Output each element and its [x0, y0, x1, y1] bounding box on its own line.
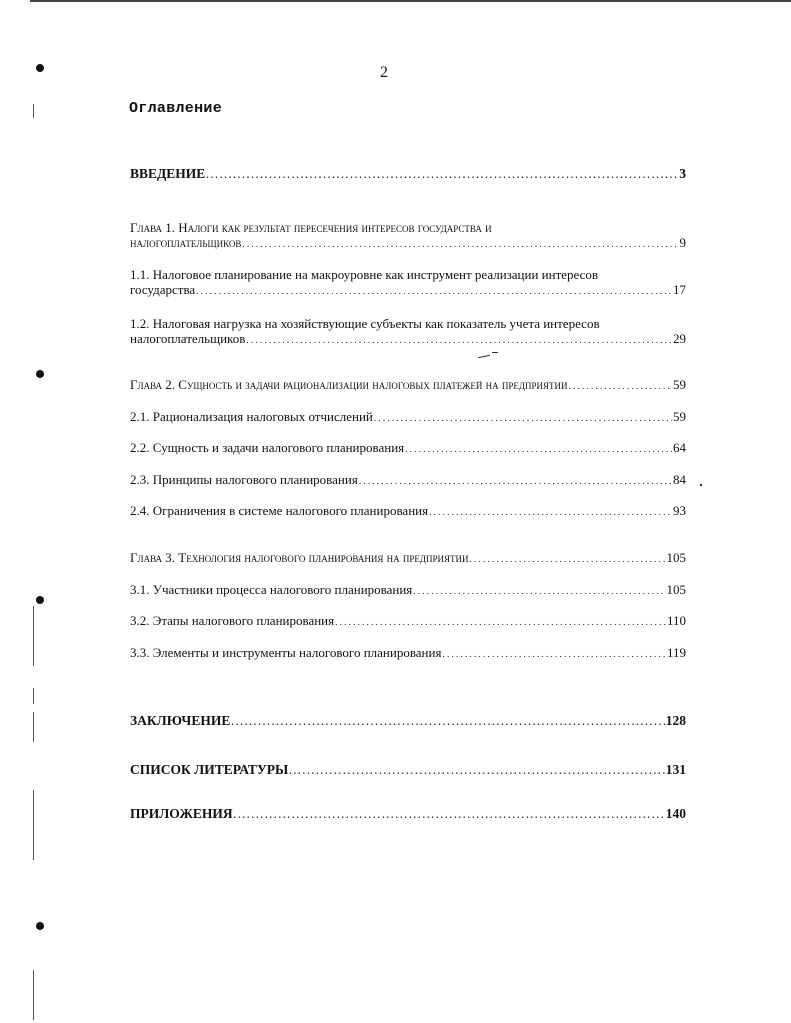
scan-speck — [478, 355, 490, 358]
toc-leader — [405, 440, 672, 457]
toc-leader — [289, 762, 665, 779]
toc-entry-page: 59 — [673, 409, 686, 424]
punch-hole — [36, 596, 44, 604]
toc-entry-section-2-1[interactable] — [130, 409, 686, 426]
toc-leader — [196, 282, 672, 299]
toc-entry-title: СПИСОК ЛИТЕРАТУРЫ — [130, 762, 289, 777]
toc-entry-page: 9 — [679, 235, 686, 250]
toc-entry-chapter-1[interactable] — [130, 220, 686, 252]
toc-entry-title-line2: налогоплательщиков — [130, 235, 242, 250]
toc-entry-page: 29 — [673, 331, 686, 346]
punch-hole — [36, 922, 44, 930]
toc-leader — [374, 409, 672, 426]
toc-entry-page: 105 — [666, 550, 686, 565]
scan-mark — [33, 712, 34, 742]
toc-leader — [429, 503, 672, 520]
punch-hole — [36, 370, 44, 378]
toc-entry-page: 64 — [673, 440, 686, 455]
toc-entry-page: 128 — [665, 713, 686, 728]
toc-leader — [469, 550, 665, 567]
toc-entry-title: Глава 3. Технология налогового планирования на предприятии — [130, 550, 469, 565]
toc-entry-title: 2.4. Ограничения в системе налогового планирования — [130, 503, 429, 518]
page-number: 2 — [380, 64, 388, 81]
toc-entry-section-3-3[interactable] — [130, 645, 686, 662]
toc-entry-title: ПРИЛОЖЕНИЯ — [130, 806, 233, 821]
toc-entry-title: ВВЕДЕНИЕ — [130, 166, 206, 181]
toc-entry-title: 2.3. Принципы налогового планирования — [130, 472, 358, 487]
toc-leader — [359, 472, 672, 489]
toc-entry-section-1-1[interactable] — [130, 267, 686, 299]
toc-entry-title-line1: 1.1. Налоговое планирование на макроуровне как инструмент реализации интересов — [130, 267, 599, 282]
toc-entry-bibliography[interactable] — [130, 762, 686, 779]
toc-entry-section-3-1[interactable] — [130, 582, 686, 599]
toc-entry-title: 3.3. Элементы и инструменты налогового планирования — [130, 645, 442, 660]
toc-entry-page: 119 — [666, 645, 686, 660]
toc-entry-section-1-2[interactable] — [130, 316, 686, 348]
toc-entry-appendices[interactable] — [130, 806, 686, 823]
toc-leader — [413, 582, 665, 599]
toc-leader — [242, 235, 678, 252]
toc-entry-chapter-2[interactable] — [130, 377, 686, 394]
toc-entry-title: 2.2. Сущность и задачи налогового планирования — [130, 440, 405, 455]
toc-entry-page: 131 — [665, 762, 686, 777]
toc-entry-title-line1: Глава 1. Налоги как результат пересечения интересов государства и — [130, 220, 492, 235]
scan-mark — [33, 688, 34, 704]
toc-entry-introduction[interactable] — [130, 166, 686, 183]
toc-entry-page: 84 — [673, 472, 686, 487]
toc-entry-page: 105 — [666, 582, 686, 597]
toc-title: Оглавление — [129, 100, 223, 117]
toc-entry-conclusion[interactable] — [130, 713, 686, 730]
toc-entry-page: 3 — [679, 166, 686, 181]
toc-entry-chapter-3[interactable] — [130, 550, 686, 567]
toc-entry-title-line1: 1.2. Налоговая нагрузка на хозяйствующие субъекты как показатель учета интересов — [130, 316, 600, 331]
toc-entry-section-2-2[interactable] — [130, 440, 686, 457]
toc-entry-page: 140 — [665, 806, 686, 821]
toc-leader — [234, 806, 665, 823]
toc-entry-title: 3.2. Этапы налогового планирования — [130, 613, 335, 628]
toc-entry-page: 59 — [673, 377, 686, 392]
toc-entry-page: 110 — [666, 613, 686, 628]
toc-leader — [246, 331, 672, 348]
toc-entry-section-2-3[interactable] — [130, 472, 686, 489]
toc-entry-section-2-4[interactable] — [130, 503, 686, 520]
toc-entry-title-line2: государства — [130, 282, 196, 297]
scan-speck — [700, 484, 702, 486]
scan-mark — [33, 970, 34, 1020]
toc-entry-page: 17 — [673, 282, 686, 297]
scan-mark — [33, 104, 34, 118]
toc-entry-page: 93 — [673, 503, 686, 518]
toc-entry-title: 3.1. Участники процесса налогового планирования — [130, 582, 413, 597]
toc-entry-title: 2.1. Рационализация налоговых отчислений — [130, 409, 373, 424]
punch-hole — [36, 64, 44, 72]
scan-speck — [492, 352, 498, 353]
toc-leader — [442, 645, 666, 662]
toc-leader — [231, 713, 664, 730]
scan-mark — [33, 606, 34, 666]
toc-entry-title-line2: налогоплательщиков — [130, 331, 246, 346]
toc-entry-section-3-2[interactable] — [130, 613, 686, 630]
toc-leader — [335, 613, 666, 630]
toc-entry-title: ЗАКЛЮЧЕНИЕ — [130, 713, 231, 728]
toc-leader — [569, 377, 673, 394]
scan-top-border — [30, 0, 791, 2]
toc-entry-title: Глава 2. Сущность и задачи рационализации налоговых платежей на предприятии — [130, 377, 568, 392]
scan-mark — [33, 790, 34, 860]
toc-leader — [206, 166, 678, 183]
